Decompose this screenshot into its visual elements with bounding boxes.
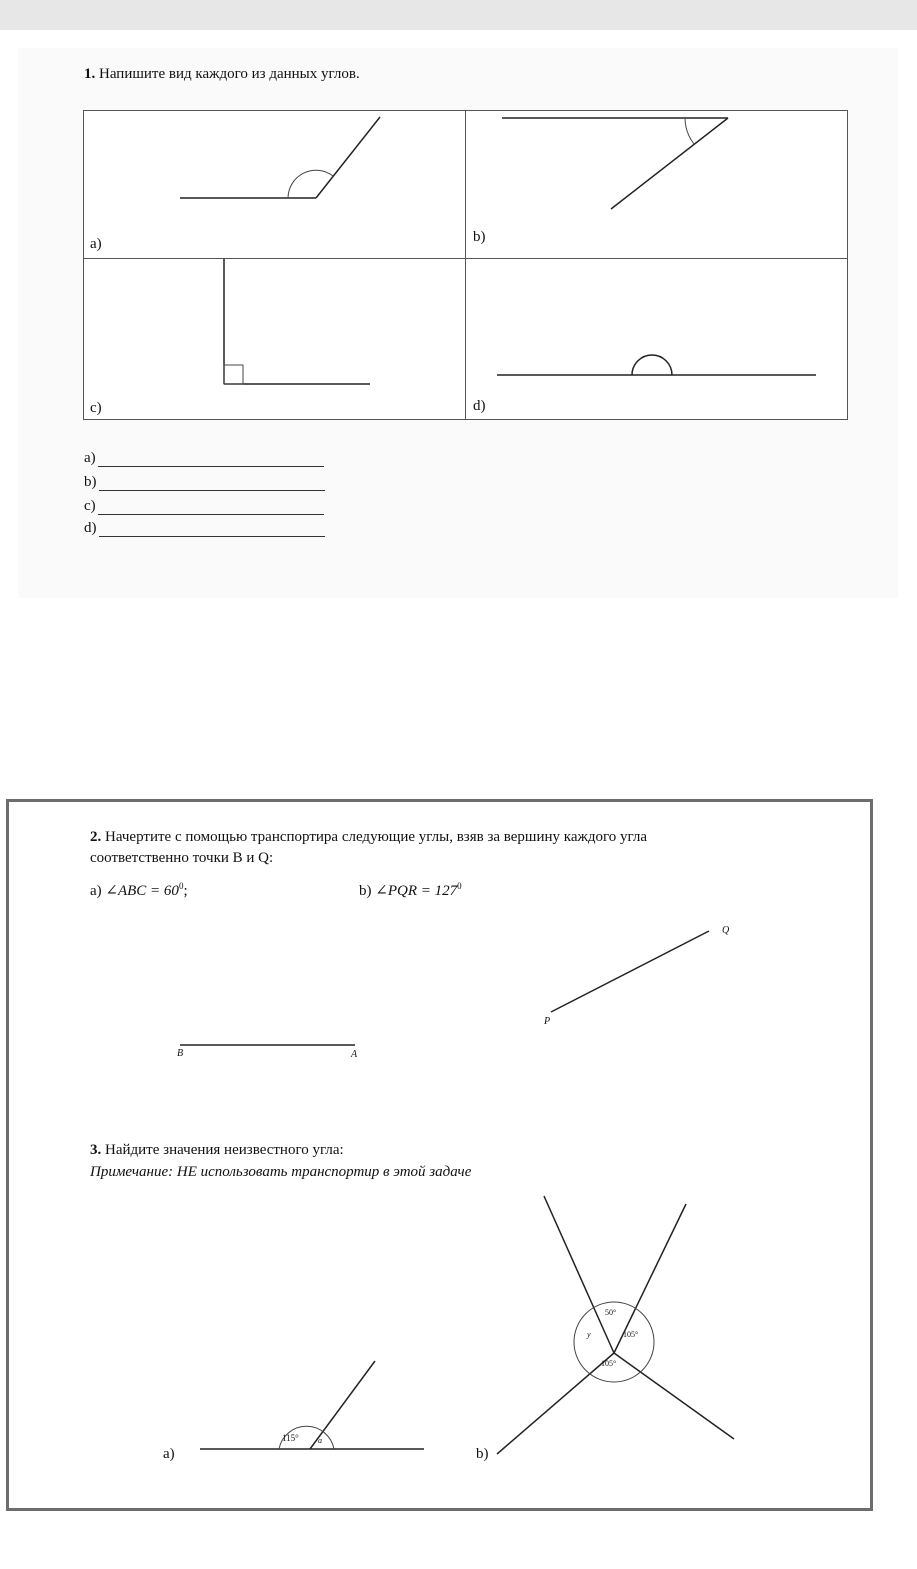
task2-a-degree: 0 bbox=[178, 881, 184, 891]
task3a-known-angle: 115° bbox=[282, 1433, 299, 1443]
task2-b-degree: 0 bbox=[457, 881, 462, 891]
cell-label-a: a) bbox=[90, 236, 102, 252]
task3b-label: b) bbox=[476, 1446, 489, 1462]
task2-a-angle: ∠ABC = 60 bbox=[105, 883, 179, 899]
answer-label-d: d) bbox=[84, 520, 97, 536]
task3b-angle-right: 105° bbox=[623, 1330, 639, 1339]
task3-number: 3. bbox=[90, 1142, 102, 1158]
task3b-angle-top: 50° bbox=[605, 1308, 617, 1317]
task2-number: 2. bbox=[90, 829, 102, 845]
point-a-label: A bbox=[351, 1049, 358, 1060]
task3b-angle-bottom: 105° bbox=[601, 1359, 617, 1368]
task3-note: Примечание: НЕ использовать транспортир в этой задаче bbox=[90, 1164, 472, 1180]
answer-label-b: b) bbox=[84, 474, 97, 490]
task1-text: Напишите вид каждого из данных углов. bbox=[99, 66, 360, 82]
task2-a-label: a) bbox=[90, 883, 102, 899]
task3a-label: a) bbox=[163, 1446, 175, 1462]
point-b-label: B bbox=[177, 1048, 184, 1059]
task2-text-line1: Начертите с помощью транспортира следующие углы, взяв за вершину каждого угла bbox=[105, 829, 648, 845]
task3-text: Найдите значения неизвестного угла: bbox=[105, 1142, 344, 1158]
cell-label-b: b) bbox=[473, 229, 486, 245]
point-q-label: Q bbox=[722, 925, 730, 936]
answer-label-c: c) bbox=[84, 498, 96, 514]
task2-b-angle: ∠PQR = 127 bbox=[375, 883, 458, 899]
answer-label-a: a) bbox=[84, 450, 96, 466]
task2-text-line2: соответственно точки В и Q: bbox=[90, 850, 274, 866]
cell-label-c: c) bbox=[90, 400, 102, 416]
task3b-angle-left: y bbox=[587, 1330, 591, 1339]
cell-label-d: d) bbox=[473, 398, 486, 414]
task2-a-suffix: ; bbox=[183, 883, 188, 899]
task1-number: 1. bbox=[84, 66, 96, 82]
point-p-label: P bbox=[544, 1016, 551, 1027]
task3a-unknown-angle: a bbox=[318, 1436, 322, 1445]
task2-b-label: b) bbox=[359, 883, 372, 899]
